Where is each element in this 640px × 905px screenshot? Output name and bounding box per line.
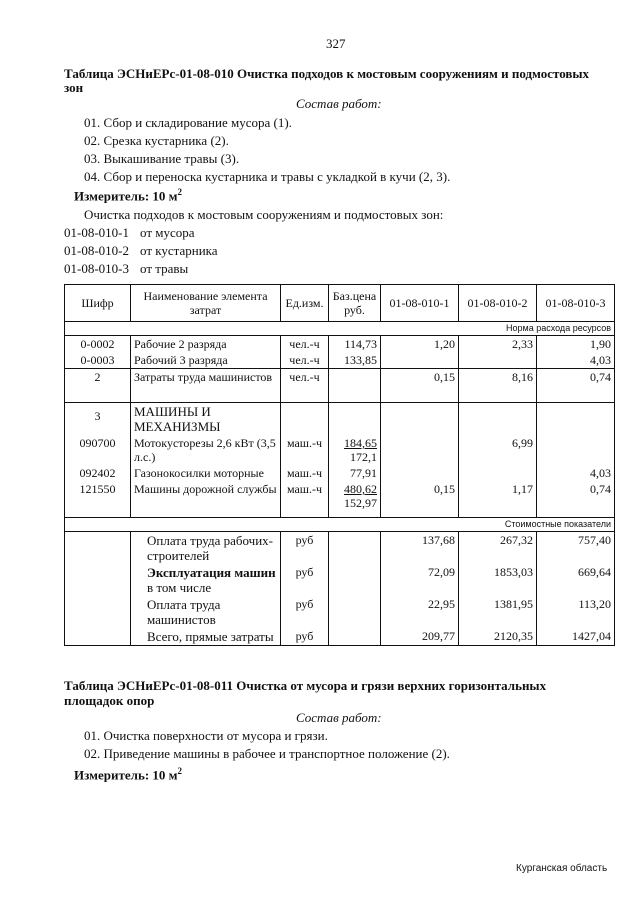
- cell-v1: 137,68: [381, 531, 459, 564]
- cell-code: [65, 564, 131, 596]
- cell-price: [329, 564, 381, 596]
- cost-name-sub: в том числе: [147, 579, 212, 595]
- table-row: [65, 403, 615, 436]
- code-line: [64, 261, 188, 277]
- cell-v2: 6,99: [459, 435, 537, 465]
- cell-name: Всего, прямые затраты: [131, 628, 281, 646]
- code-line: [64, 225, 195, 241]
- cell-price: [329, 435, 381, 465]
- cell-v1: [381, 403, 459, 436]
- code: 01-08-010-3: [64, 261, 129, 276]
- cell-v1: 1,20: [381, 336, 459, 353]
- cell-unit: чел.-ч: [281, 352, 329, 369]
- col-header-name: Наименование элемента затрат: [131, 285, 281, 322]
- cell-price: [329, 481, 381, 511]
- cell-unit: руб: [281, 628, 329, 646]
- cell-unit: руб: [281, 564, 329, 596]
- cell-code: 0-0003: [65, 352, 131, 369]
- price-main: 480,62: [344, 482, 377, 496]
- cost-row: [65, 564, 615, 596]
- cost-name: Эксплуатация машин: [147, 564, 276, 580]
- cell-unit: чел.-ч: [281, 336, 329, 353]
- cell-v2: [459, 465, 537, 481]
- cell-v1: 72,09: [381, 564, 459, 596]
- cell-v3: 1,90: [537, 336, 615, 353]
- cell-unit: [281, 403, 329, 436]
- meter: [74, 187, 182, 204]
- cell-code: [65, 628, 131, 646]
- cell-name: Мотокусторезы 2,6 кВт (3,5 л.с.): [131, 435, 281, 465]
- cell-unit: руб: [281, 596, 329, 628]
- cell-v2: [459, 403, 537, 436]
- cell-v1: [381, 465, 459, 481]
- band-norm: Норма расхода ресурсов: [65, 322, 615, 336]
- code: 01-08-010-1: [64, 225, 129, 240]
- cell-v3: 113,20: [537, 596, 615, 628]
- cell-unit: чел.-ч: [281, 369, 329, 403]
- cell-v2: 267,32: [459, 531, 537, 564]
- col-header-v2: 01-08-010-2: [459, 285, 537, 322]
- code-name: от травы: [140, 261, 189, 276]
- cell-name: Машины дорожной службы: [131, 481, 281, 511]
- code: 01-08-010-2: [64, 243, 129, 258]
- resource-table: [64, 284, 615, 646]
- work-item: 01. Очистка поверхности от мусора и грязи.: [84, 728, 328, 743]
- cell-name: Газонокосилки моторные: [131, 465, 281, 481]
- cell-name: Затраты труда машинистов: [131, 369, 281, 403]
- cell-price: 133,85: [329, 352, 381, 369]
- table-header-row: [65, 285, 615, 322]
- band-cost-row: [65, 517, 615, 531]
- cell-price: [329, 403, 381, 436]
- cell-v2: 8,16: [459, 369, 537, 403]
- table-row: [65, 369, 615, 403]
- meter-sup: 2: [177, 766, 183, 776]
- meter-sup: 2: [177, 187, 183, 197]
- cell-price: [329, 369, 381, 403]
- work-item: 04. Сбор и переноска кустарника и травы с укладкой в кучи (2, 3).: [84, 169, 451, 184]
- cell-price: [329, 531, 381, 564]
- cell-v1: 22,95: [381, 596, 459, 628]
- table-title-continuation: зон: [64, 80, 84, 95]
- col-header-v1: 01-08-010-1: [381, 285, 459, 322]
- works-heading: Состав работ:: [296, 96, 382, 111]
- cell-v3: 0,74: [537, 481, 615, 511]
- col-header-price: Баз.цена руб.: [329, 285, 381, 322]
- meter-label: Измеритель: 10 м: [74, 188, 178, 204]
- cell-v1: 0,15: [381, 369, 459, 403]
- cell-name: Оплата труда машинистов: [131, 596, 281, 628]
- table-title-continuation: площадок опор: [64, 693, 155, 708]
- cell-price: 114,73: [329, 336, 381, 353]
- table-row: [65, 481, 615, 511]
- col-header-code: Шифр: [65, 285, 131, 322]
- table-row: [65, 352, 615, 369]
- page-number: 327: [326, 36, 346, 51]
- table-row: [65, 465, 615, 481]
- cell-v1: 209,77: [381, 628, 459, 646]
- cell-code: 092402: [65, 465, 131, 481]
- cost-row: [65, 596, 615, 628]
- code-line: [64, 243, 218, 259]
- work-item: 02. Приведение машины в рабочее и транспортное положение (2).: [84, 746, 450, 761]
- cell-v1: [381, 435, 459, 465]
- cell-name: Рабочие 2 разряда: [131, 336, 281, 353]
- cell-v3: 4,03: [537, 352, 615, 369]
- cell-v2: [459, 352, 537, 369]
- cell-unit: руб: [281, 531, 329, 564]
- cell-v2: 1,17: [459, 481, 537, 511]
- cell-code: [65, 596, 131, 628]
- table-row: [65, 336, 615, 353]
- cell-code: 3: [65, 403, 131, 436]
- work-item: 01. Сбор и складирование мусора (1).: [84, 115, 292, 130]
- cell-price: [329, 628, 381, 646]
- cell-code: [65, 531, 131, 564]
- cell-unit: маш.-ч: [281, 465, 329, 481]
- cell-name: Рабочий 3 разряда: [131, 352, 281, 369]
- cell-unit: маш.-ч: [281, 481, 329, 511]
- cell-v3: 669,64: [537, 564, 615, 596]
- cell-v3: 757,40: [537, 531, 615, 564]
- meter-label: Измеритель: 10 м: [74, 767, 178, 783]
- cell-unit: маш.-ч: [281, 435, 329, 465]
- cell-name: МАШИНЫ И МЕХАНИЗМЫ: [131, 403, 281, 436]
- table-row: [65, 435, 615, 465]
- cell-v2: 2120,35: [459, 628, 537, 646]
- cell-price: 77,91: [329, 465, 381, 481]
- cell-v3: [537, 435, 615, 465]
- cell-v3: 0,74: [537, 369, 615, 403]
- cell-v2: 1381,95: [459, 596, 537, 628]
- codes-intro: Очистка подходов к мостовым сооружениям и подмостовых зон:: [84, 207, 444, 222]
- cell-v2: 2,33: [459, 336, 537, 353]
- meter: [74, 766, 182, 783]
- price-main: 184,65: [344, 436, 377, 450]
- col-header-unit: Ед.изм.: [281, 285, 329, 322]
- cell-price: [329, 596, 381, 628]
- cost-row: [65, 628, 615, 646]
- code-name: от мусора: [140, 225, 195, 240]
- code-name: от кустарника: [140, 243, 218, 258]
- cell-code: 0-0002: [65, 336, 131, 353]
- cell-v3: [537, 403, 615, 436]
- price-sub: 172,1: [350, 450, 377, 464]
- band-norm-row: [65, 322, 615, 336]
- works-heading: Состав работ:: [296, 710, 382, 725]
- col-header-v3: 01-08-010-3: [537, 285, 615, 322]
- cost-row: [65, 531, 615, 564]
- cell-v1: [381, 352, 459, 369]
- table-title: Таблица ЭСНиЕРс-01-08-011 Очистка от мусора и грязи верхних горизонтальных: [64, 678, 547, 693]
- cell-code: 121550: [65, 481, 131, 511]
- cell-v3: 4,03: [537, 465, 615, 481]
- price-sub: 152,97: [344, 496, 377, 510]
- cell-v2: 1853,03: [459, 564, 537, 596]
- work-item: 02. Срезка кустарника (2).: [84, 133, 229, 148]
- cell-code: 090700: [65, 435, 131, 465]
- work-item: 03. Выкашивание травы (3).: [84, 151, 240, 166]
- cell-v1: 0,15: [381, 481, 459, 511]
- table-title: Таблица ЭСНиЕРс-01-08-010 Очистка подходов к мостовым сооружениям и подмостовых: [64, 66, 590, 81]
- band-cost: Стоимостные показатели: [65, 517, 615, 531]
- footer-region: Курганская область: [516, 863, 608, 874]
- cell-code: 2: [65, 369, 131, 403]
- cell-name: Оплата труда рабочих-строителей: [131, 531, 281, 564]
- cell-name: [131, 564, 281, 596]
- cell-v3: 1427,04: [537, 628, 615, 646]
